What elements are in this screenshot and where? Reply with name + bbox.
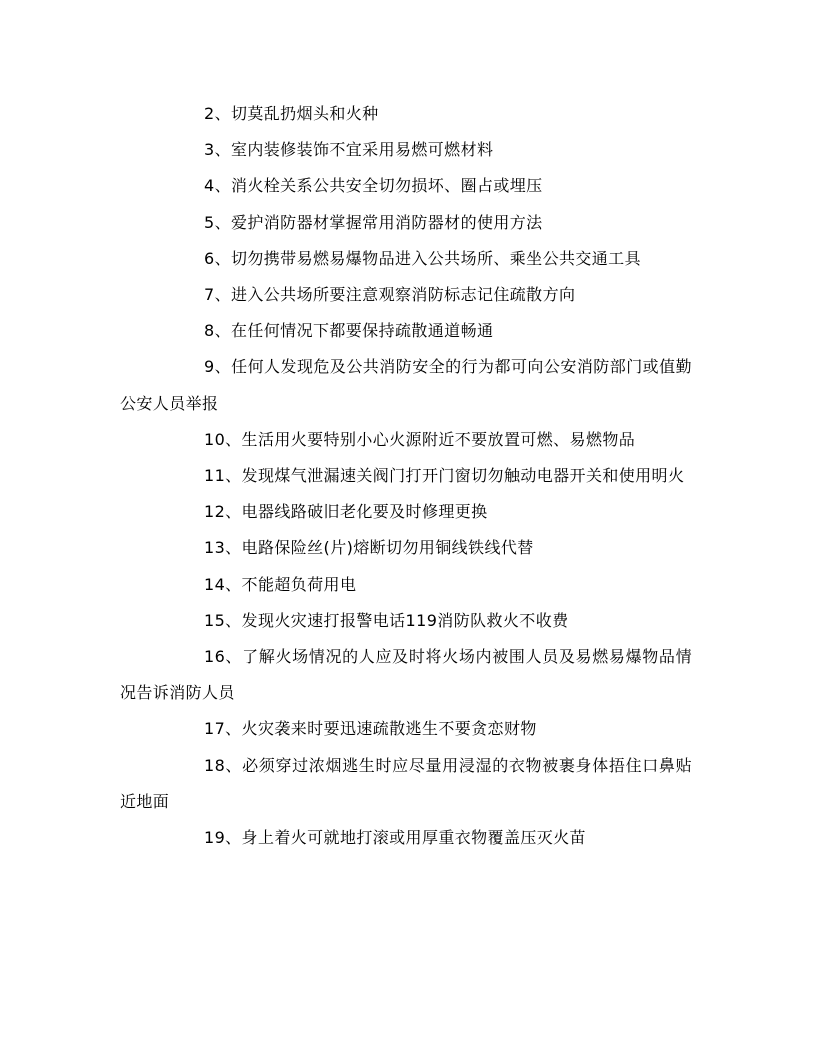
list-item: 10、生活用火要特别小心火源附近不要放置可燃、易燃物品 [204,429,636,449]
list-item: 7、进入公共场所要注意观察消防标志记住疏散方向 [204,285,576,305]
list-item: 16、了解火场情况的人应及时将火场内被围人员及易燃易爆物品情况告诉消防人员 [120,647,692,703]
list-item: 4、消火栓关系公共安全切勿损坏、圈占或埋压 [204,176,543,196]
document-body [120,96,692,856]
list-item: 3、室内装修装饰不宜采用易燃可燃材料 [204,140,494,160]
list-item: 6、切勿携带易燃易爆物品进入公共场所、乘坐公共交通工具 [204,248,641,268]
list-item: 8、在任何情况下都要保持疏散通道畅通 [204,321,494,341]
list-item: 14、不能超负荷用电 [204,574,357,594]
list-item: 12、电器线路破旧老化要及时修理更换 [204,502,488,522]
list-item: 18、必须穿过浓烟逃生时应尽量用浸湿的衣物被裹身体捂住口鼻贴近地面 [120,755,692,811]
list-item: 11、发现煤气泄漏速关阀门打开门窗切勿触动电器开关和使用明火 [204,466,685,486]
list-item: 19、身上着火可就地打滚或用厚重衣物覆盖压灭火苗 [204,828,586,848]
list-item: 13、电路保险丝(片)熔断切勿用铜线铁线代替 [204,538,534,558]
list-item: 15、发现火灾速打报警电话119消防队救火不收费 [204,610,569,630]
list-item: 5、爱护消防器材掌握常用消防器材的使用方法 [204,212,543,232]
list-item: 2、切莫乱扔烟头和火种 [204,104,379,123]
list-item: 9、任何人发现危及公共消防安全的行为都可向公安消防部门或值勤公安人员举报 [120,357,692,413]
list-item: 17、火灾袭来时要迅速疏散逃生不要贪恋财物 [204,719,537,739]
